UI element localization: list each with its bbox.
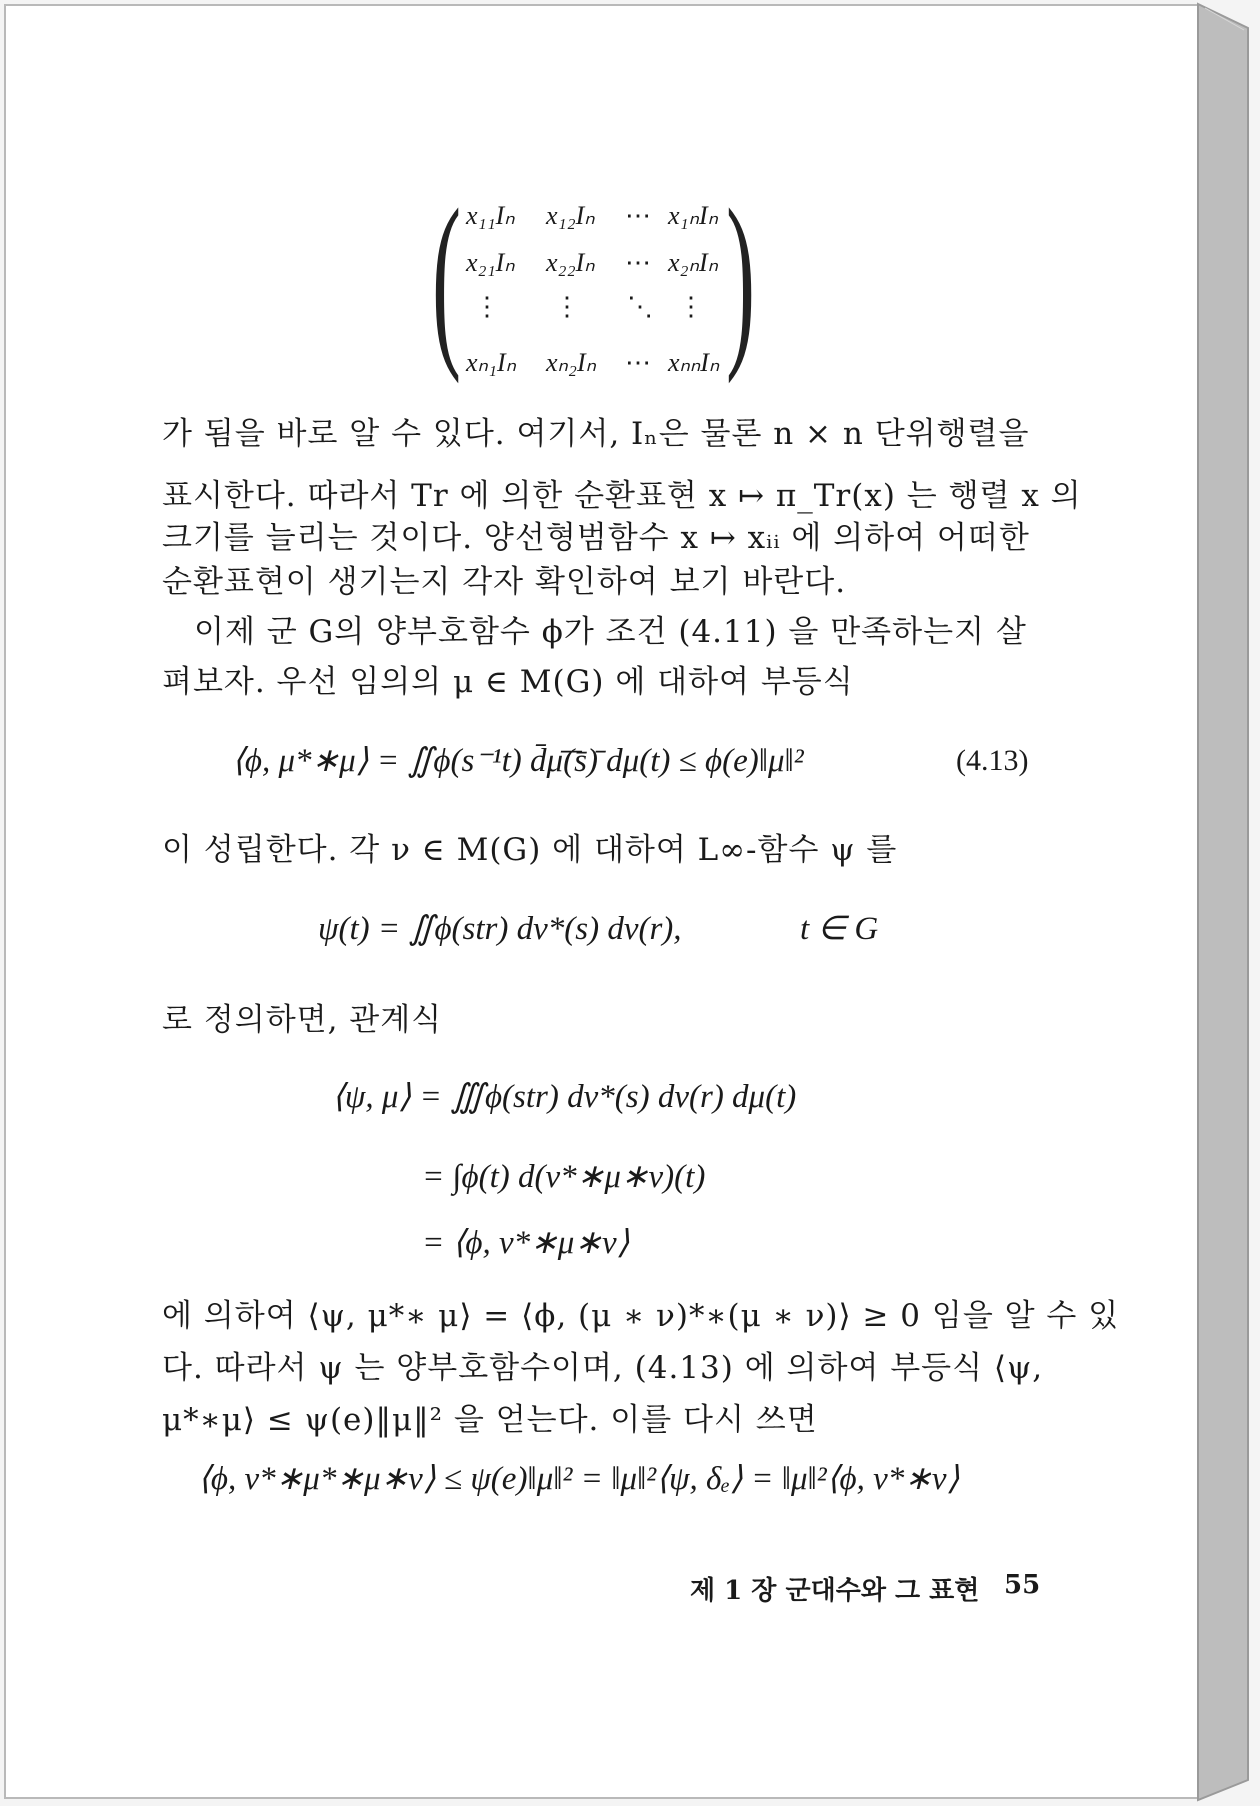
equation-chain-line: ⟨ψ, μ⟩ = ∭ϕ(str) dν*(s) dν(r) dμ(t)	[332, 1079, 797, 1115]
matrix-cell: xₙ₂Iₙ	[546, 348, 596, 377]
matrix-cell: xₙₙIₙ	[668, 348, 720, 377]
equation-number: (4.13)	[956, 744, 1029, 777]
matrix-cell: ⋱	[627, 292, 653, 321]
chapter-title: 제 1 장 군대수와 그 표현	[690, 1576, 980, 1606]
matrix-cell: x₂₂Iₙ	[546, 248, 595, 277]
matrix-cell: ⋮	[474, 292, 500, 321]
matrix-cell: ⋯	[625, 348, 651, 377]
matrix-cell: ⋮	[678, 292, 704, 321]
paragraph-line: 가 됨을 바로 알 수 있다. 여기서, Iₙ은 물론 n × n 단위행렬을	[162, 416, 1030, 452]
matrix-cell: ⋮	[554, 292, 580, 321]
matrix-cell: x₂₁Iₙ	[466, 248, 515, 277]
matrix-cell: x₂ₙIₙ	[668, 248, 718, 277]
matrix-right-paren: )	[726, 169, 756, 384]
paragraph-line: 다. 따라서 ψ 는 양부호함수이며, (4.13) 에 의하여 부등식 ⟨ψ,	[162, 1350, 1044, 1386]
paragraph-line: 펴보자. 우선 임의의 μ ∈ M(G) 에 대하여 부등식	[162, 664, 854, 700]
paragraph-line: 에 의하여 ⟨ψ, μ*∗ μ⟩ = ⟨ϕ, (μ ∗ ν)*∗(μ ∗ ν)⟩ ≥ 0 임을 알 수 있	[162, 1298, 1120, 1334]
paragraph-line: μ*∗μ⟩ ≤ ψ(e)‖μ‖² 을 얻는다. 이를 다시 쓰면	[162, 1402, 818, 1438]
equation-psi: ψ(t) = ∬ϕ(str) dν*(s) dν(r),	[318, 911, 682, 947]
paragraph-line: 크기를 늘리는 것이다. 양선형범함수 x ↦ xᵢᵢ 에 의하여 어떠한	[162, 520, 1030, 556]
matrix-cell: x₁₁Iₙ	[466, 201, 515, 230]
equation-chain-line: = ∫ϕ(t) d(ν*∗μ∗ν)(t)	[422, 1159, 706, 1195]
matrix-cell: ⋯	[625, 248, 651, 277]
paragraph-line: 순환표현이 생기는지 각자 확인하여 보기 바란다.	[162, 564, 847, 600]
matrix-cell: x₁ₙIₙ	[668, 201, 718, 230]
page-number: 55	[1004, 1570, 1041, 1600]
matrix-cell: xₙ₁Iₙ	[466, 348, 516, 377]
paragraph-line: 이제 군 G의 양부호함수 ϕ가 조건 (4.11) 을 만족하는지 살	[194, 614, 1027, 650]
paragraph-line: 이 성립한다. 각 ν ∈ M(G) 에 대하여 L∞-함수 ψ 를	[162, 832, 898, 868]
paragraph-line: 로 정의하면, 관계식	[162, 1002, 443, 1038]
equation-chain-line: = ⟨ϕ, ν*∗μ∗ν⟩	[422, 1225, 630, 1261]
paragraph-line: 표시한다. 따라서 Tr 에 의한 순환표현 x ↦ π_Tr(x) 는 행렬 x 의	[162, 478, 1082, 514]
equation-psi-domain: t ∈ G	[800, 911, 879, 947]
equation-final: ⟨ϕ, ν*∗μ*∗μ∗ν⟩ ≤ ψ(e)‖μ‖² = ‖μ‖²⟨ψ, δₑ⟩ = ‖μ‖²⟨ϕ, ν*∗ν⟩	[198, 1461, 960, 1497]
matrix-cell: x₁₂Iₙ	[546, 201, 595, 230]
matrix-cell: ⋯	[625, 201, 651, 230]
equation-4-13: ⟨ϕ, μ*∗μ⟩ = ∬ϕ(s⁻¹t) d̄μ̄(̄s̄)̄ dμ(t) ≤ ϕ(e)‖μ‖²	[232, 743, 804, 779]
matrix-left-paren: (	[432, 169, 462, 384]
